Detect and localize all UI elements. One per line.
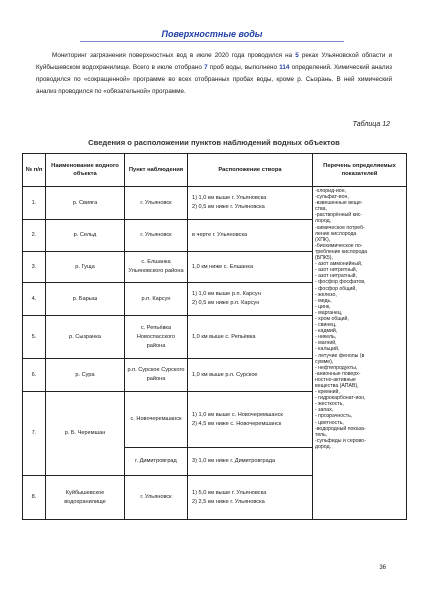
page-number: 36 — [379, 565, 386, 571]
indicator-item: -анионные поверх- — [315, 370, 361, 377]
location-cell: в черте г. Ульяновска — [188, 220, 313, 252]
indicators-list — [315, 188, 404, 450]
indicator-item: -биохимическое по- — [315, 242, 363, 249]
indicator-item: - гидрокарбонат-ион, — [315, 395, 366, 402]
header-location: Расположение створа — [188, 154, 313, 187]
indicator-item: - запах, — [315, 407, 334, 414]
row-number: 7. — [23, 392, 46, 476]
observation-point: р.п. Карсун — [125, 283, 188, 316]
location-cell: 1,0 км выше с. Репьёвка — [188, 316, 313, 359]
indicator-item: -взвешенные веще- — [315, 200, 363, 207]
water-object: р. Сура — [46, 359, 125, 392]
heading-underline — [80, 41, 344, 42]
water-object: р. Сельд — [46, 220, 125, 252]
section-heading: Поверхностные воды — [161, 29, 263, 39]
indicator-item: - прозрачность, — [315, 413, 353, 420]
observation-point: р.п. Сурское Сурского района — [125, 359, 188, 392]
observation-points-table — [22, 153, 407, 520]
row-number: 5. — [23, 316, 46, 359]
location-line: 1) 5,0 км выше г. Ульяновска — [192, 489, 267, 496]
location-line: 2) 0,5 км ниже г. Ульяновска — [192, 204, 265, 210]
location-cell: 1,0 км ниже с. Елшанка — [188, 252, 313, 283]
indicator-item: - свинец, — [315, 322, 337, 329]
indicator-item: - железо, — [315, 291, 337, 298]
location-line: 2) 0,5 км ниже р.п. Карсун — [192, 300, 260, 306]
table-row — [23, 187, 407, 220]
location-cell: 3) 1,0 км ниже г. Димитровграда — [188, 448, 313, 476]
indicator-item: ностно-активные — [315, 376, 356, 383]
water-object: р. Гуща — [46, 252, 125, 283]
location-cell — [188, 187, 313, 220]
indicator-item: - цинк, — [315, 303, 331, 310]
row-number: 4. — [23, 283, 46, 316]
indicator-item: - кремний, — [315, 389, 340, 396]
location-line: 1) 1,0 км выше с. Новочеремшанск — [192, 411, 283, 418]
table-title: Сведения о расположении пунктов наблюдений водных объектов — [88, 138, 340, 147]
indicator-item: -водородный показа- — [315, 425, 366, 432]
para-text-3: проб воды, выполнено — [207, 64, 280, 72]
indicator-item: - летучие фенолы (в — [315, 352, 365, 359]
indicator-item: -растворённый кис- — [315, 212, 363, 219]
indicator-item: - азот нитритный, — [315, 267, 358, 274]
indicator-item: (ХПК), — [315, 236, 331, 243]
indicator-item: дород. — [315, 443, 332, 450]
indicator-item: - магний, — [315, 340, 337, 347]
indicator-item: вещества (АПАВ), — [315, 383, 359, 389]
indicator-item: сумме), — [315, 358, 334, 365]
indicators-cell — [313, 187, 407, 520]
indicator-item: (БПК5), — [315, 255, 333, 262]
row-number: 3. — [23, 252, 46, 283]
indicator-item: - фосфор фосфатов, — [315, 279, 366, 286]
indicator-item: - азот аммонийный, — [315, 261, 363, 268]
indicator-item: лород, — [315, 218, 332, 225]
table-number: Таблица 12 — [352, 121, 390, 128]
indicator-item: -химическое потреб- — [315, 224, 365, 231]
water-object: Куйбышевское водохранилище — [46, 476, 125, 520]
observation-point: с. Новочеремшанск — [125, 392, 188, 448]
header-object: Наименование водного объекта — [46, 154, 125, 187]
row-number: 2. — [23, 220, 46, 252]
location-line: 1) 1,0 км выше р.п. Карсун — [192, 291, 261, 297]
observation-point: г. Ульяновск — [125, 220, 188, 252]
water-object: р. Свияга — [46, 187, 125, 220]
indicator-item: -хлорид-ион, — [315, 188, 346, 194]
indicator-item: -сульфат-ион, — [315, 194, 349, 201]
observation-point: г. Ульяновск — [125, 187, 188, 220]
indicator-item: - марганец, — [315, 309, 343, 316]
header-indicators: Перечень определяемых показателей — [313, 154, 407, 187]
row-number: 6. — [23, 359, 46, 392]
indicator-item: - цветность, — [315, 419, 344, 426]
para-text-4: определений. Химический анализ проводился по «сокращенной» программе во всех отобранных пробах воды, кроме р. Сызрань. В ней химический анализ проводился по «обязательной» программе. — [36, 64, 392, 96]
location-line: 2) 4,5 км ниже с. Новочеремшанск — [192, 420, 282, 427]
location-line: 1) 1,0 км выше г. Ульяновска — [192, 195, 267, 201]
para-text-1: Мониторинг загрязнения поверхностных вод в июле 2020 года проводился на — [52, 52, 296, 59]
indicator-item: - фосфор общий, — [315, 285, 357, 292]
indicator-item: - жесткость, — [315, 401, 344, 408]
water-object: р. Барыш — [46, 283, 125, 316]
indicator-item: - нефтепродукты, — [315, 364, 358, 371]
definitions-count: 114 — [279, 64, 290, 72]
indicator-item: - кадмий, — [315, 328, 338, 335]
indicator-item: - азот нитратный, — [315, 273, 358, 280]
indicator-item: - никель, — [315, 334, 337, 341]
observation-point: с. Репьёвка Новоспасского района — [125, 316, 188, 359]
rivers-count: 5 — [295, 52, 299, 59]
observation-point: с. Елшанка Ульяновского района — [125, 252, 188, 283]
location-cell — [188, 476, 313, 520]
indicator-item: - медь, — [315, 297, 332, 304]
indicator-item: ства, — [315, 206, 327, 213]
observation-point: г. Ульяновск — [125, 476, 188, 520]
water-object: р. Б. Черемшан — [46, 392, 125, 476]
samples-count: 7 — [204, 64, 208, 72]
location-line: 2) 2,5 км ниже г. Ульяновска — [192, 498, 265, 505]
header-num: № п/п — [23, 154, 46, 187]
indicator-item: ление кислорода — [315, 230, 357, 237]
indicator-item: - кальций, — [315, 346, 340, 353]
indicator-item: тель, — [315, 431, 328, 438]
indicator-item: - хром общий, — [315, 315, 349, 322]
row-number: 8. — [23, 476, 46, 520]
location-cell: 1,0 км выше р.п. Сурское — [188, 359, 313, 392]
header-point: Пункт наблюдения — [125, 154, 188, 187]
row-number: 1. — [23, 187, 46, 220]
indicator-item: -сульфиды и серово- — [315, 437, 366, 444]
para-text-2: реках Ульяновской области и Куйбышевском водохранилище. Всего в июле отобрано — [36, 52, 392, 72]
location-cell — [188, 283, 313, 316]
indicator-item: требление кислорода — [315, 248, 368, 255]
location-cell — [188, 392, 313, 448]
water-object: р. Сызранка — [46, 316, 125, 359]
observation-point: г. Димитровград — [125, 448, 188, 476]
intro-paragraph — [36, 50, 392, 98]
